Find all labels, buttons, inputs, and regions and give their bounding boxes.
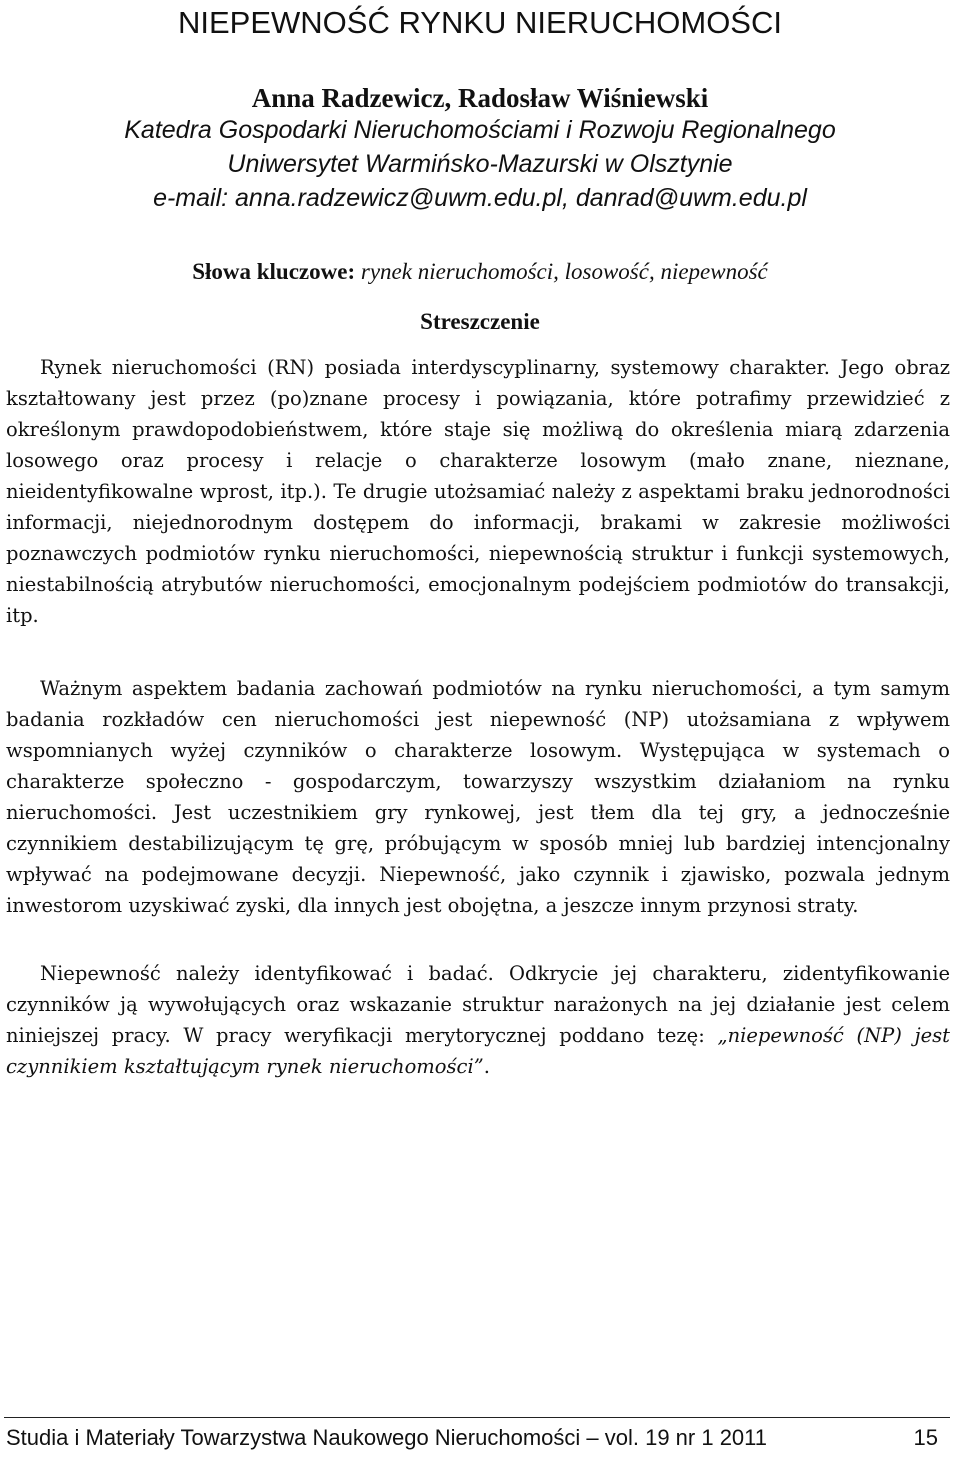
footer-journal: Studia i Materiały Towarzystwa Naukowego Nieruchomości – vol. 19 nr 1 2011 — [6, 1425, 767, 1450]
abstract-paragraph-1: Rynek nieruchomości (RN) posiada interdyscyplinarny, systemowy charakter. Jego obraz kształtowany jest przez (po)znane procesy i powiązania, które potrafimy przewidzieć z określonym prawdopodobieństwem, które staje się możliwą do określenia miarą zdarzenia losowego oraz procesy i relacje o charakterze losowym (mało znane, nieznane, nieidentyfikowalne wprost, itp.). Te drugie utożsamiać należy z aspektami braku jednorodności informacji, niejednorodnym dostępem do informacji, brakami w zakresie możliwości poznawczych podmiotów rynku nieruchomości, niepewnością struktur i funkcji systemowych, niestabilnością atrybutów nieruchomości, emocjonalnym podejściem podmiotów do transakcji, itp. — [6, 356, 950, 627]
paragraph-3-text: Niepewność należy identyfikować i badać. Odkrycie jej charakteru, zidentyfikowanie czynników ją wywołujących oraz wskazanie struktur narażonych na jej działanie jest celem niniejszej pracy. W pracy weryfikacji merytorycznej poddano tezę: — [6, 962, 950, 1047]
abstract-heading: Streszczenie — [420, 309, 540, 334]
thesis-quote: „niepewność (NP) jest czynnikiem kształtującym rynek nieruchomości” — [6, 1024, 951, 1078]
abstract-paragraph-2: Ważnym aspektem badania zachowań podmiotów na rynku nieruchomości, a tym samym badania rozkładów cen nieruchomości jest niepewność (NP) utożsamiana z wpływem wspomnianych wyżej czynników o charakterze losowym. Występująca w systemach o charakterze społeczno - gospodarczym, towarzyszy wszystkim działaniom na rynku nieruchomości. Jest uczestnikiem gry rynkowej, jest tłem dla tej gry, a jednocześnie czynnikiem destabilizującym tę grę, próbującym w sposób mniej lub bardziej intencjonalny wpływać na podejmowane decyzji. Niepewność, jako czynnik i zjawisko, pozwala jednym inwestorom uzyskiwać zyski, dla innych jest obojętna, a jeszcze innym przynosi straty. — [6, 677, 950, 917]
keywords — [0, 256, 960, 288]
authors: Anna Radzewicz, Radosław Wiśniewski — [251, 83, 709, 113]
affiliation-department: Katedra Gospodarki Nieruchomościami i Rozwoju Regionalnego — [124, 116, 836, 144]
keywords-values: rynek nieruchomości, losowość, niepewność — [360, 259, 768, 284]
keywords-label: Słowa kluczowe: — [192, 259, 356, 284]
affiliation-email: e-mail: anna.radzewicz@uwm.edu.pl, danrad@uwm.edu.pl — [153, 184, 807, 212]
paper-title: NIEPEWNOŚĆ RYNKU NIERUCHOMOŚCI — [178, 5, 782, 40]
footer-divider — [4, 1417, 950, 1418]
abstract-paragraph-3 — [6, 958, 950, 1082]
affiliation-university: Uniwersytet Warmińsko-Mazurski w Olsztynie — [227, 150, 733, 178]
paragraph-3-end: . — [483, 1055, 490, 1078]
page-number: 15 — [913, 1425, 938, 1450]
